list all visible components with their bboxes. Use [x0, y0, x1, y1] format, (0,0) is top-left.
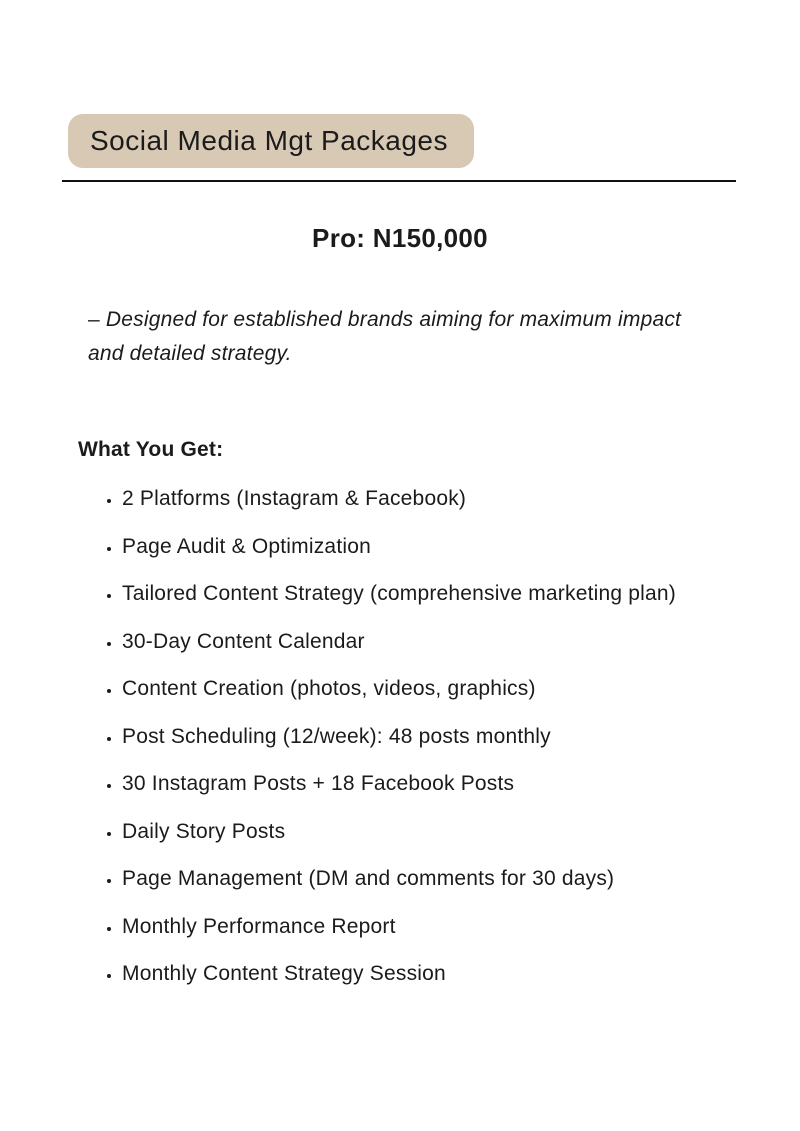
- package-description: – Designed for established brands aiming for maximum impact and detailed strategy.: [88, 308, 682, 365]
- features-list: [0, 488, 800, 985]
- feature-list-item: • Content Creation (photos, videos, graphics): [122, 678, 800, 700]
- feature-list-item: • Tailored Content Strategy (comprehensive marketing plan): [122, 583, 800, 605]
- feature-list-item: • 2 Platforms (Instagram & Facebook): [122, 488, 800, 510]
- feature-list-item: • Monthly Content Strategy Session: [122, 963, 800, 985]
- feature-list-item: • Monthly Performance Report: [122, 916, 800, 938]
- feature-list-item: • 30-Day Content Calendar: [122, 631, 800, 653]
- feature-list-item: • 30 Instagram Posts + 18 Facebook Posts: [122, 773, 800, 795]
- title-badge: Social Media Mgt Packages: [68, 114, 474, 168]
- feature-list-item: • Page Management (DM and comments for 30 days): [122, 868, 800, 890]
- feature-list-item: • Page Audit & Optimization: [122, 536, 800, 558]
- feature-list-item: • Daily Story Posts: [122, 821, 800, 843]
- feature-list-item: • Post Scheduling (12/week): 48 posts monthly: [122, 726, 800, 748]
- price-heading: Pro: N150,000: [312, 223, 488, 253]
- divider-rule: [62, 180, 736, 182]
- section-heading: What You Get:: [78, 438, 224, 462]
